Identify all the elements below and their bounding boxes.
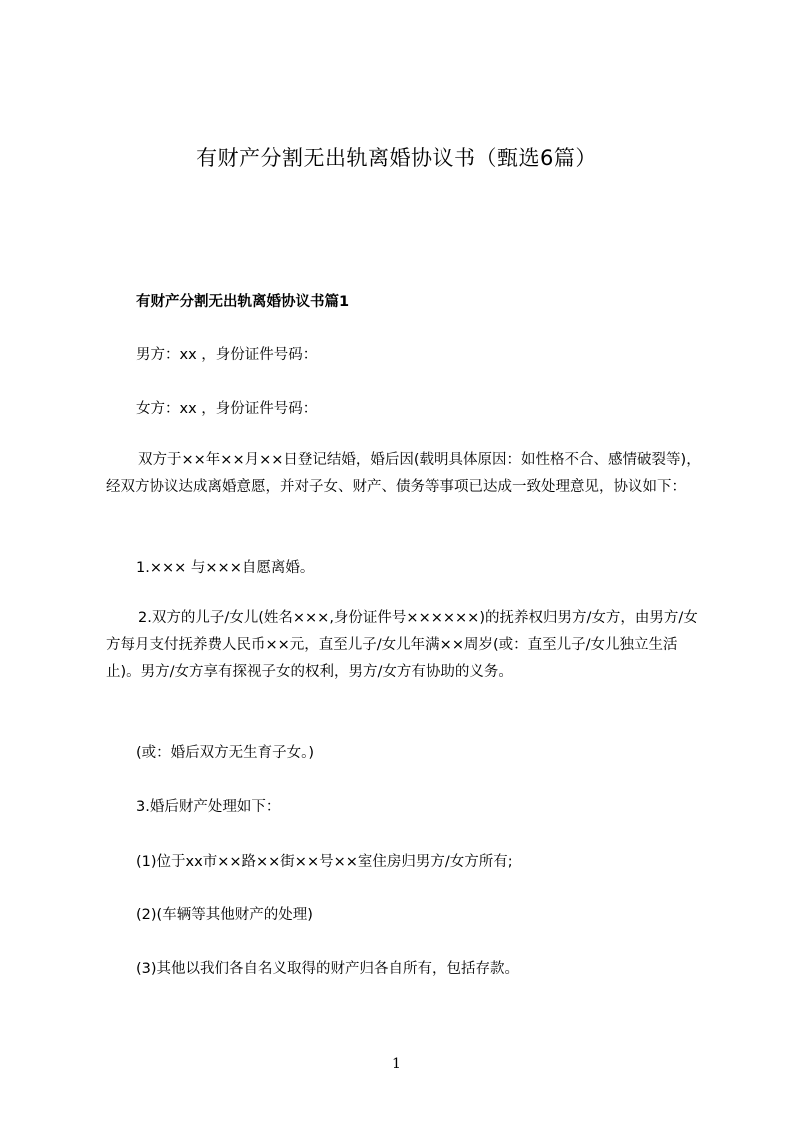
marriage-paragraph: 双方于××年××月××日登记结婚，婚后因(载明具体原因：如性格不合、感情破裂等)，经双方协议达成离婚意愿，并对子女、财产、债务等事项已达成一致处理意见，协议如下： — [106, 452, 701, 495]
agreement-item-2-alternative: (或：婚后双方无生育子女。) — [136, 745, 315, 761]
section-heading: 有财产分割无出轨离婚协议书篇1 — [136, 294, 350, 310]
agreement-item-3: 3.婚后财产处理如下： — [136, 799, 281, 815]
document-title: 有财产分割无出轨离婚协议书（甄选6篇） — [196, 146, 597, 170]
female-party-line: 女方：xx ，身份证件号码： — [136, 401, 318, 417]
agreement-item-2: 2.双方的儿子/女儿(姓名×××,身份证件号××××××)的抚养权归男方/女方，由男方/女方每月支付抚养费人民币××元，直至儿子/女儿年满××周岁(或：直至儿子/女儿独立生活止)。男方/女方享有探视子女的权利，男方/女方有协助的义务。 — [106, 610, 698, 680]
property-sub-item-2: (2)(车辆等其他财产的处理) — [136, 907, 313, 923]
male-party-line: 男方：xx ，身份证件号码： — [136, 347, 318, 363]
agreement-item-1: 1.××× 与×××自愿离婚。 — [136, 560, 315, 576]
page-number: 1 — [392, 1056, 401, 1072]
property-sub-item-3: (3)其他以我们各自名义取得的财产归各自所有，包括存款。 — [136, 961, 520, 977]
property-sub-item-1: (1)位于xx市××路××街××号××室住房归男方/女方所有; — [136, 854, 513, 870]
